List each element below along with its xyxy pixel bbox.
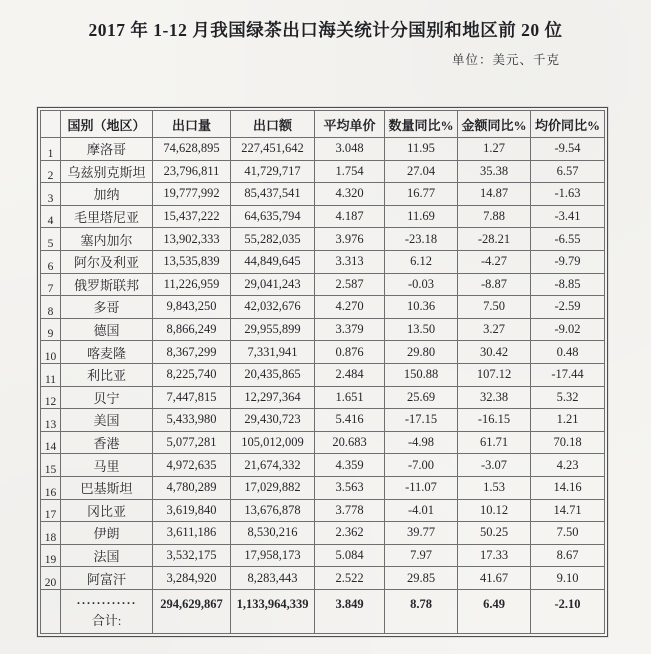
avg-price-cell: 2.362 [315, 522, 385, 545]
price-yoy-cell: 70.18 [531, 431, 605, 454]
rank-cell: 3 [41, 183, 61, 206]
header-avg-price: 平均单价 [315, 111, 385, 138]
rank-cell: 1 [41, 138, 61, 161]
country-cell: 多哥 [61, 296, 153, 319]
value-cell: 13,676,878 [231, 499, 315, 522]
table-row [41, 386, 605, 409]
rank-cell: 17 [41, 499, 61, 522]
total-label-cell [61, 589, 153, 633]
price-yoy-cell: 14.16 [531, 476, 605, 499]
qty-yoy-cell: 11.95 [385, 138, 458, 161]
table-row [41, 409, 605, 432]
table-row [41, 522, 605, 545]
value-cell: 7,331,941 [231, 341, 315, 364]
price-yoy-cell: 0.48 [531, 341, 605, 364]
avg-price-cell: 3.563 [315, 476, 385, 499]
rank-cell: 4 [41, 205, 61, 228]
avg-price-cell: 4.359 [315, 454, 385, 477]
table-row [41, 296, 605, 319]
total-value-yoy-cell: 6.49 [458, 589, 531, 633]
value-yoy-cell: 7.88 [458, 205, 531, 228]
rank-cell: 18 [41, 522, 61, 545]
rank-cell: 6 [41, 250, 61, 273]
value-cell: 42,032,676 [231, 296, 315, 319]
page-title: 2017 年 1-12 月我国绿茶出口海关统计分国别和地区前 20 位 [88, 20, 563, 40]
value-cell: 8,283,443 [231, 567, 315, 590]
value-cell: 8,530,216 [231, 522, 315, 545]
rank-cell: 19 [41, 544, 61, 567]
statistics-table [40, 110, 605, 634]
price-yoy-cell: -9.54 [531, 138, 605, 161]
value-yoy-cell: 50.25 [458, 522, 531, 545]
table-row [41, 183, 605, 206]
header-qty-yoy: 数量同比% [385, 111, 458, 138]
table-body [41, 138, 605, 590]
country-cell: 俄罗斯联邦 [61, 273, 153, 296]
statistics-table-frame [37, 107, 608, 637]
volume-cell: 5,077,281 [153, 431, 231, 454]
value-yoy-cell: -8.87 [458, 273, 531, 296]
avg-price-cell: 20.683 [315, 431, 385, 454]
avg-price-cell: 0.876 [315, 341, 385, 364]
rank-cell: 11 [41, 363, 61, 386]
value-cell: 17,958,173 [231, 544, 315, 567]
dots-line: ············ [76, 596, 137, 611]
rank-cell: 13 [41, 409, 61, 432]
price-yoy-cell: -9.79 [531, 250, 605, 273]
total-volume-cell: 294,629,867 [153, 589, 231, 633]
qty-yoy-cell: 11.69 [385, 205, 458, 228]
rank-cell: 16 [41, 476, 61, 499]
rank-cell: 12 [41, 386, 61, 409]
rank-cell: 10 [41, 341, 61, 364]
qty-yoy-cell: 10.36 [385, 296, 458, 319]
volume-cell: 5,433,980 [153, 409, 231, 432]
table-row [41, 544, 605, 567]
price-yoy-cell: 9.10 [531, 567, 605, 590]
header-export-value: 出口额 [231, 111, 315, 138]
value-cell: 41,729,717 [231, 160, 315, 183]
price-yoy-cell: 6.57 [531, 160, 605, 183]
volume-cell: 8,367,299 [153, 341, 231, 364]
volume-cell: 3,619,840 [153, 499, 231, 522]
rank-cell: 14 [41, 431, 61, 454]
value-yoy-cell: -28.21 [458, 228, 531, 251]
value-yoy-cell: 41.67 [458, 567, 531, 590]
value-cell: 55,282,035 [231, 228, 315, 251]
avg-price-cell: 3.048 [315, 138, 385, 161]
country-cell: 加纳 [61, 183, 153, 206]
volume-cell: 8,225,740 [153, 363, 231, 386]
price-yoy-cell: 1.21 [531, 409, 605, 432]
avg-price-cell: 4.320 [315, 183, 385, 206]
value-yoy-cell: 14.87 [458, 183, 531, 206]
country-cell: 塞内加尔 [61, 228, 153, 251]
table-row [41, 341, 605, 364]
header-country: 国别（地区） [61, 111, 153, 138]
price-yoy-cell: 14.71 [531, 499, 605, 522]
total-qty-yoy-cell: 8.78 [385, 589, 458, 633]
volume-cell: 13,535,839 [153, 250, 231, 273]
qty-yoy-cell: 13.50 [385, 318, 458, 341]
value-yoy-cell: -4.27 [458, 250, 531, 273]
value-yoy-cell: 1.53 [458, 476, 531, 499]
volume-cell: 7,447,815 [153, 386, 231, 409]
volume-cell: 3,532,175 [153, 544, 231, 567]
price-yoy-cell: -8.85 [531, 273, 605, 296]
rank-cell: 9 [41, 318, 61, 341]
country-cell: 阿富汗 [61, 567, 153, 590]
avg-price-cell: 3.313 [315, 250, 385, 273]
country-cell: 德国 [61, 318, 153, 341]
table-row [41, 567, 605, 590]
country-cell: 冈比亚 [61, 499, 153, 522]
avg-price-cell: 4.187 [315, 205, 385, 228]
value-cell: 85,437,541 [231, 183, 315, 206]
volume-cell: 15,437,222 [153, 205, 231, 228]
qty-yoy-cell: 16.77 [385, 183, 458, 206]
header-price-yoy: 均价同比% [531, 111, 605, 138]
qty-yoy-cell: 27.04 [385, 160, 458, 183]
value-yoy-cell: 10.12 [458, 499, 531, 522]
avg-price-cell: 4.270 [315, 296, 385, 319]
volume-cell: 3,611,186 [153, 522, 231, 545]
country-cell: 美国 [61, 409, 153, 432]
avg-price-cell: 1.651 [315, 386, 385, 409]
price-yoy-cell: -3.41 [531, 205, 605, 228]
value-yoy-cell: 32.38 [458, 386, 531, 409]
table-row [41, 273, 605, 296]
qty-yoy-cell: 150.88 [385, 363, 458, 386]
volume-cell: 19,777,992 [153, 183, 231, 206]
value-yoy-cell: 1.27 [458, 138, 531, 161]
qty-yoy-cell: 6.12 [385, 250, 458, 273]
qty-yoy-cell: 29.85 [385, 567, 458, 590]
table-row [41, 138, 605, 161]
avg-price-cell: 3.379 [315, 318, 385, 341]
price-yoy-cell: 8.67 [531, 544, 605, 567]
value-yoy-cell: 61.71 [458, 431, 531, 454]
header-rank [41, 111, 61, 138]
qty-yoy-cell: 7.97 [385, 544, 458, 567]
value-cell: 12,297,364 [231, 386, 315, 409]
price-yoy-cell: -6.55 [531, 228, 605, 251]
price-yoy-cell: -9.02 [531, 318, 605, 341]
avg-price-cell: 2.587 [315, 273, 385, 296]
avg-price-cell: 3.976 [315, 228, 385, 251]
value-yoy-cell: 3.27 [458, 318, 531, 341]
header-export-volume: 出口量 [153, 111, 231, 138]
table-row [41, 476, 605, 499]
table-row [41, 431, 605, 454]
qty-yoy-cell: 29.80 [385, 341, 458, 364]
rank-cell: 7 [41, 273, 61, 296]
price-yoy-cell: 5.32 [531, 386, 605, 409]
table-header [41, 111, 605, 138]
qty-yoy-cell: -4.01 [385, 499, 458, 522]
value-cell: 105,012,009 [231, 431, 315, 454]
country-cell: 阿尔及利亚 [61, 250, 153, 273]
table-row [41, 160, 605, 183]
value-yoy-cell: 107.12 [458, 363, 531, 386]
volume-cell: 23,796,811 [153, 160, 231, 183]
avg-price-cell: 2.484 [315, 363, 385, 386]
volume-cell: 11,226,959 [153, 273, 231, 296]
unit-note: 单位：美元、千克 [451, 53, 560, 67]
volume-cell: 3,284,920 [153, 567, 231, 590]
country-cell: 利比亚 [61, 363, 153, 386]
avg-price-cell: 5.084 [315, 544, 385, 567]
price-yoy-cell: 4.23 [531, 454, 605, 477]
country-cell: 马里 [61, 454, 153, 477]
total-label: 合计: [91, 613, 122, 629]
qty-yoy-cell: 25.69 [385, 386, 458, 409]
value-cell: 64,635,794 [231, 205, 315, 228]
country-cell: 伊朗 [61, 522, 153, 545]
qty-yoy-cell: -7.00 [385, 454, 458, 477]
volume-cell: 13,902,333 [153, 228, 231, 251]
value-yoy-cell: 7.50 [458, 296, 531, 319]
table-row [41, 205, 605, 228]
avg-price-cell: 3.778 [315, 499, 385, 522]
table-row [41, 318, 605, 341]
value-cell: 29,041,243 [231, 273, 315, 296]
table-row [41, 454, 605, 477]
qty-yoy-cell: -23.18 [385, 228, 458, 251]
price-yoy-cell: -1.63 [531, 183, 605, 206]
country-cell: 香港 [61, 431, 153, 454]
value-cell: 227,451,642 [231, 138, 315, 161]
value-cell: 29,955,899 [231, 318, 315, 341]
total-row [41, 589, 605, 633]
volume-cell: 4,972,635 [153, 454, 231, 477]
value-yoy-cell: -16.15 [458, 409, 531, 432]
value-cell: 21,674,332 [231, 454, 315, 477]
table-row [41, 250, 605, 273]
rank-cell: 5 [41, 228, 61, 251]
country-cell: 喀麦隆 [61, 341, 153, 364]
table-row [41, 499, 605, 522]
qty-yoy-cell: -0.03 [385, 273, 458, 296]
total-avg-price-cell: 3.849 [315, 589, 385, 633]
country-cell: 巴基斯坦 [61, 476, 153, 499]
rank-cell: 2 [41, 160, 61, 183]
price-yoy-cell: -17.44 [531, 363, 605, 386]
qty-yoy-cell: -4.98 [385, 431, 458, 454]
value-cell: 44,849,645 [231, 250, 315, 273]
header-row [41, 111, 605, 138]
volume-cell: 74,628,895 [153, 138, 231, 161]
rank-cell: 20 [41, 567, 61, 590]
country-cell: 贝宁 [61, 386, 153, 409]
volume-cell: 8,866,249 [153, 318, 231, 341]
country-cell: 摩洛哥 [61, 138, 153, 161]
value-cell: 17,029,882 [231, 476, 315, 499]
qty-yoy-cell: -11.07 [385, 476, 458, 499]
qty-yoy-cell: -17.15 [385, 409, 458, 432]
rank-cell: 8 [41, 296, 61, 319]
avg-price-cell: 5.416 [315, 409, 385, 432]
volume-cell: 9,843,250 [153, 296, 231, 319]
value-yoy-cell: 35.38 [458, 160, 531, 183]
table-row [41, 228, 605, 251]
value-yoy-cell: 30.42 [458, 341, 531, 364]
value-yoy-cell: -3.07 [458, 454, 531, 477]
value-cell: 20,435,865 [231, 363, 315, 386]
country-cell: 乌兹别克斯坦 [61, 160, 153, 183]
value-yoy-cell: 17.33 [458, 544, 531, 567]
header-value-yoy: 金额同比% [458, 111, 531, 138]
price-yoy-cell: -2.59 [531, 296, 605, 319]
avg-price-cell: 1.754 [315, 160, 385, 183]
table-footer [41, 589, 605, 633]
country-cell: 法国 [61, 544, 153, 567]
volume-cell: 4,780,289 [153, 476, 231, 499]
avg-price-cell: 2.522 [315, 567, 385, 590]
total-price-yoy-cell: -2.10 [531, 589, 605, 633]
qty-yoy-cell: 39.77 [385, 522, 458, 545]
total-rank-cell [41, 589, 61, 633]
table-row [41, 363, 605, 386]
price-yoy-cell: 7.50 [531, 522, 605, 545]
rank-cell: 15 [41, 454, 61, 477]
country-cell: 毛里塔尼亚 [61, 205, 153, 228]
value-cell: 29,430,723 [231, 409, 315, 432]
total-value-cell: 1,133,964,339 [231, 589, 315, 633]
